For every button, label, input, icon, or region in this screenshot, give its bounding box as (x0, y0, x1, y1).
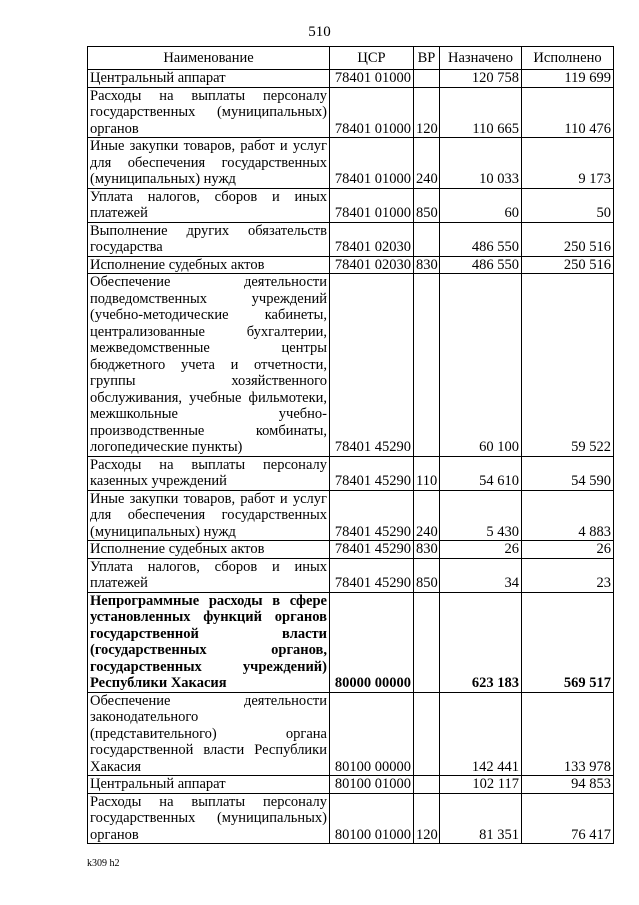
table-row (88, 70, 614, 88)
table-row (88, 558, 614, 592)
cell-assigned: 26 (440, 541, 522, 559)
cell-csr: 78401 45290 (330, 490, 414, 541)
cell-vr (414, 274, 440, 457)
table-row (88, 776, 614, 794)
cell-vr (414, 592, 440, 692)
table-row (88, 490, 614, 541)
cell-executed: 133 978 (522, 692, 614, 776)
cell-name: Расходы на выплаты персоналу государственных (муниципальных) органов (88, 87, 330, 138)
cell-name: Иные закупки товаров, работ и услуг для обеспечения государственных (муниципальных) нужд (88, 490, 330, 541)
cell-executed: 9 173 (522, 138, 614, 189)
cell-name: Центральный аппарат (88, 70, 330, 88)
cell-assigned: 34 (440, 558, 522, 592)
cell-executed: 110 476 (522, 87, 614, 138)
cell-name: Центральный аппарат (88, 776, 330, 794)
cell-csr: 78401 01000 (330, 87, 414, 138)
table-row (88, 222, 614, 256)
table-body (88, 70, 614, 844)
cell-assigned: 623 183 (440, 592, 522, 692)
cell-name: Выполнение других обязательств государства (88, 222, 330, 256)
cell-executed: 94 853 (522, 776, 614, 794)
cell-assigned: 110 665 (440, 87, 522, 138)
cell-vr: 830 (414, 256, 440, 274)
cell-vr: 850 (414, 558, 440, 592)
cell-executed: 26 (522, 541, 614, 559)
cell-assigned: 10 033 (440, 138, 522, 189)
cell-vr: 240 (414, 138, 440, 189)
budget-table (87, 46, 614, 844)
cell-assigned: 120 758 (440, 70, 522, 88)
cell-executed: 50 (522, 188, 614, 222)
cell-csr: 78401 45290 (330, 274, 414, 457)
table-row (88, 87, 614, 138)
header-executed: Исполнено (522, 47, 614, 70)
cell-csr: 78401 01000 (330, 188, 414, 222)
cell-executed: 250 516 (522, 222, 614, 256)
cell-name: Обеспечение деятельности подведомственных учреждений (учебно-методические кабинеты, централизованные бухгалтерии, межведомственные центры бюджетного учета и отчетности, группы хозяйственного обслуживания, учебные фильмотеки, межшкольные учебно-производственные комбинаты, логопедические пункты) (88, 274, 330, 457)
page-number: 510 (308, 24, 331, 40)
cell-executed: 23 (522, 558, 614, 592)
header-csr: ЦСР (330, 47, 414, 70)
cell-executed: 250 516 (522, 256, 614, 274)
cell-name: Непрограммные расходы в сфере установленных функций органов государственной власти (государственных органов, государственных учреждений) Республики Хакасия (88, 592, 330, 692)
table-header-row (88, 47, 614, 70)
cell-executed: 4 883 (522, 490, 614, 541)
header-vr: ВР (414, 47, 440, 70)
cell-vr (414, 776, 440, 794)
cell-csr: 78401 45290 (330, 558, 414, 592)
table-row (88, 188, 614, 222)
cell-csr: 80000 00000 (330, 592, 414, 692)
table-row (88, 138, 614, 189)
cell-vr (414, 222, 440, 256)
table-row (88, 541, 614, 559)
cell-assigned: 486 550 (440, 256, 522, 274)
cell-assigned: 54 610 (440, 456, 522, 490)
table-row (88, 256, 614, 274)
cell-name: Расходы на выплаты персоналу казенных учреждений (88, 456, 330, 490)
cell-assigned: 486 550 (440, 222, 522, 256)
table-row (88, 274, 614, 457)
cell-name: Расходы на выплаты персоналу государственных (муниципальных) органов (88, 793, 330, 844)
cell-executed: 76 417 (522, 793, 614, 844)
cell-vr: 240 (414, 490, 440, 541)
cell-executed: 59 522 (522, 274, 614, 457)
cell-csr: 78401 02030 (330, 222, 414, 256)
header-assigned: Назначено (440, 47, 522, 70)
cell-vr: 110 (414, 456, 440, 490)
cell-executed: 119 699 (522, 70, 614, 88)
cell-assigned: 60 (440, 188, 522, 222)
cell-assigned: 81 351 (440, 793, 522, 844)
cell-name: Уплата налогов, сборов и иных платежей (88, 188, 330, 222)
table-row (88, 592, 614, 692)
cell-assigned: 60 100 (440, 274, 522, 457)
cell-csr: 78401 45290 (330, 541, 414, 559)
cell-assigned: 142 441 (440, 692, 522, 776)
table-row (88, 692, 614, 776)
table-row (88, 456, 614, 490)
cell-name: Уплата налогов, сборов и иных платежей (88, 558, 330, 592)
cell-assigned: 102 117 (440, 776, 522, 794)
cell-vr: 120 (414, 793, 440, 844)
cell-name: Обеспечение деятельности законодательного (представительного) органа государственной власти Республики Хакасия (88, 692, 330, 776)
cell-name: Исполнение судебных актов (88, 541, 330, 559)
cell-executed: 569 517 (522, 592, 614, 692)
cell-vr: 850 (414, 188, 440, 222)
cell-vr (414, 692, 440, 776)
cell-vr: 120 (414, 87, 440, 138)
cell-csr: 80100 00000 (330, 692, 414, 776)
cell-csr: 78401 01000 (330, 70, 414, 88)
cell-name: Исполнение судебных актов (88, 256, 330, 274)
cell-vr (414, 70, 440, 88)
cell-csr: 78401 02030 (330, 256, 414, 274)
cell-csr: 80100 01000 (330, 776, 414, 794)
cell-name: Иные закупки товаров, работ и услуг для обеспечения государственных (муниципальных) нужд (88, 138, 330, 189)
cell-executed: 54 590 (522, 456, 614, 490)
footer-code: k309 h2 (87, 858, 120, 869)
cell-csr: 78401 45290 (330, 456, 414, 490)
cell-vr: 830 (414, 541, 440, 559)
cell-assigned: 5 430 (440, 490, 522, 541)
cell-csr: 80100 01000 (330, 793, 414, 844)
header-name: Наименование (88, 47, 330, 70)
cell-csr: 78401 01000 (330, 138, 414, 189)
table-row (88, 793, 614, 844)
